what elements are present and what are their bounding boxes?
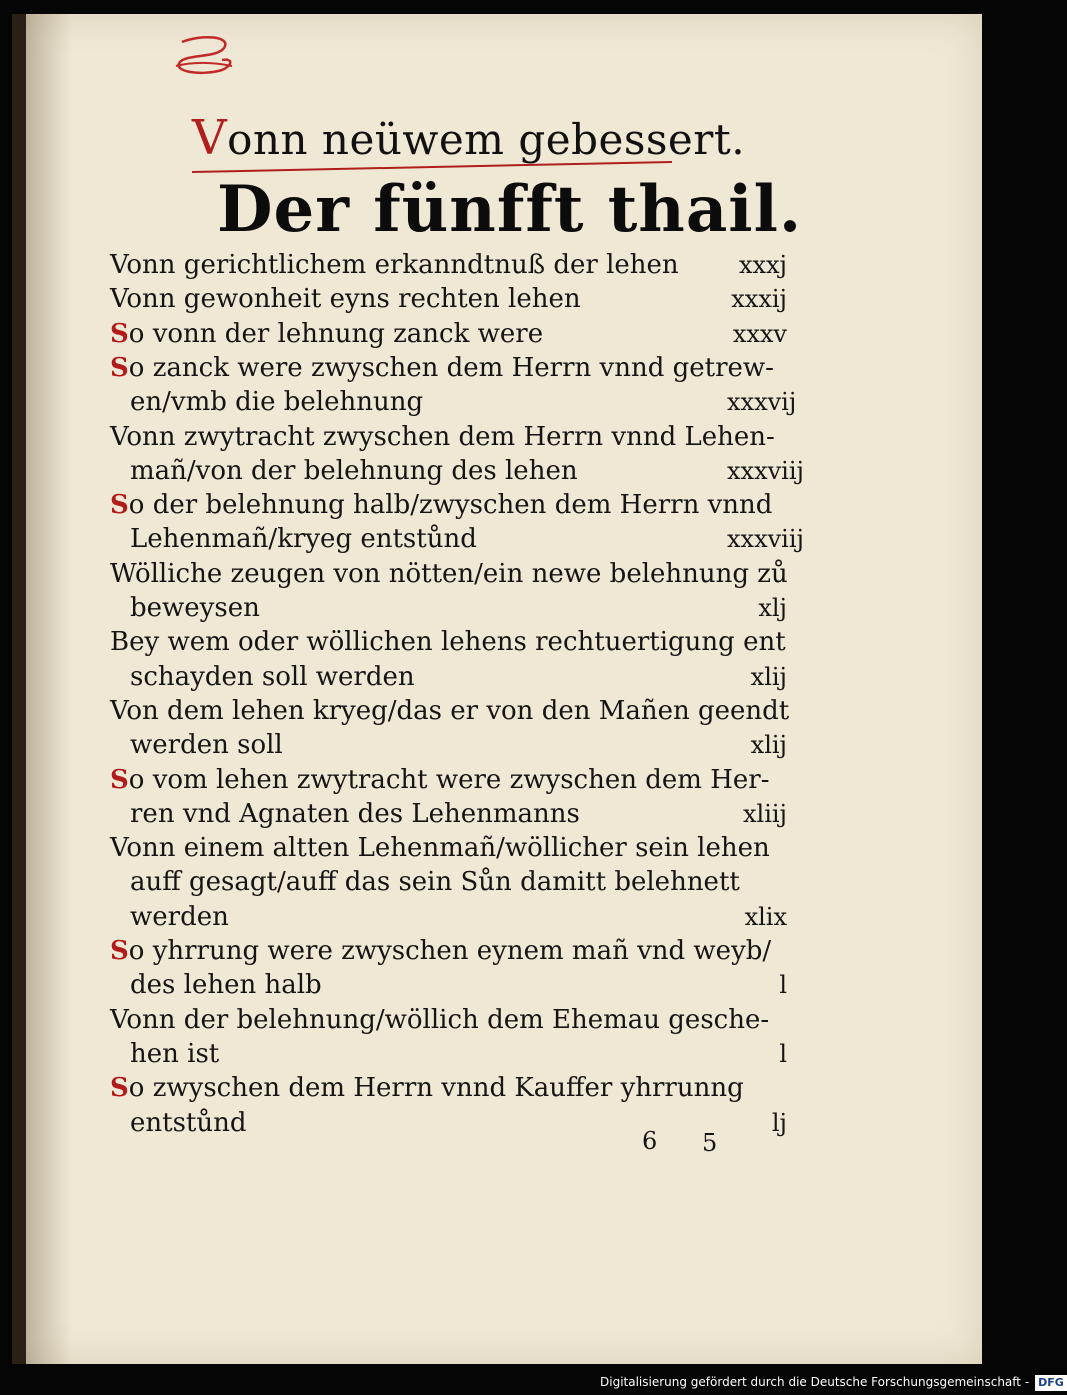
toc-entry-rest: o vonn der lehnung zanck were <box>128 318 544 349</box>
toc-entry-folio: l <box>779 1039 787 1068</box>
toc-entry-folio: l <box>779 971 787 1000</box>
toc-entry-text: auff gesagt/auff das sein Sůn damitt belehnett <box>130 867 740 898</box>
digitization-credit <box>600 1372 1064 1392</box>
toc-entry-text: Von dem lehen kryeg/das er von den Mañen geendt <box>110 695 790 726</box>
toc-entry-folio: xlj <box>758 594 787 622</box>
toc-entry-text: Wölliche zeugen von nötten/ein newe belehnung zů <box>110 558 788 589</box>
toc-entry-folio: xlij <box>750 731 787 760</box>
red-initial: S <box>110 490 129 521</box>
toc-entry-rest: o vom lehen zwytracht were zwyschen dem Her- <box>128 764 770 795</box>
toc-entry-text <box>110 351 774 385</box>
toc-entry-text: ren vnd Agnaten des Lehenmanns <box>130 798 580 829</box>
toc-entry-text <box>110 317 543 351</box>
book-page <box>12 14 982 1364</box>
toc-entry-text: Vonn zwytracht zwyschen dem Herrn vnnd Lehen- <box>110 421 775 452</box>
toc-entry-folio: xxxj <box>738 251 787 279</box>
toc-entry-text: werden soll <box>130 730 283 761</box>
toc-entry-text: beweysen <box>130 593 260 623</box>
toc-entry-text: entstůnd <box>130 1107 247 1138</box>
toc-entry-text: Vonn gerichtlichem erkanndtnuß der lehen <box>110 250 679 280</box>
dfg-logo: DFG <box>1035 1375 1067 1391</box>
toc-entry-folio: lj <box>771 1108 787 1137</box>
red-initial: S <box>110 764 129 795</box>
toc-entry-text: Vonn einem altten Lehenmañ/wöllicher sein lehen <box>110 833 770 864</box>
toc-entry-text: en/vmb die belehnung <box>130 387 424 418</box>
toc-entry-text: Bey wem oder wöllichen lehens rechtuertigung ent <box>110 627 786 658</box>
red-initial: S <box>110 1073 129 1104</box>
signature-mark-right: 5 <box>702 1129 718 1157</box>
toc-entry-rest: o yhrrung were zwyschen eynem mañ vnd weyb/ <box>128 936 772 966</box>
toc-entry-rest: o der belehnung halb/zwyschen dem Herrn vnnd <box>128 490 773 521</box>
signature-mark-left: 6 <box>642 1127 658 1155</box>
toc-entry-folio: xlij <box>750 662 787 691</box>
red-initial: S <box>110 318 129 349</box>
toc-entry-folio: xxxvij <box>727 388 797 417</box>
toc-entry-text: Lehenmañ/kryeg entstůnd <box>130 524 477 555</box>
toc-entry-text <box>110 763 769 797</box>
toc-entry-rest: o zanck were zwyschen dem Herrn vnnd getrew- <box>128 352 774 383</box>
toc-entry-text: des lehen halb <box>130 970 322 1001</box>
page-title: Der fünfft thail. <box>217 172 803 247</box>
red-initial: S <box>110 936 129 966</box>
toc-entry-text: werden <box>130 901 229 932</box>
credit-text: Digitalisierung gefördert durch die Deutsche Forschungsgemeinschaft - <box>600 1375 1030 1389</box>
toc-entry-folio: xliij <box>742 799 787 828</box>
table-of-contents <box>12 14 982 1364</box>
toc-entry-text <box>110 934 771 968</box>
toc-entry-text: hen ist <box>130 1038 220 1069</box>
toc-entry-folio: xxxv <box>732 319 787 348</box>
red-initial: S <box>110 352 129 383</box>
toc-entry-text: schayden soll werden <box>130 661 415 692</box>
toc-entry-text <box>110 488 772 522</box>
toc-entry-folio: xlix <box>744 902 787 931</box>
toc-entry-folio: xxxviij <box>727 525 804 554</box>
toc-entry-text: mañ/von der belehnung des lehen <box>130 455 578 486</box>
toc-entry-folio: xxxviij <box>727 456 804 485</box>
toc-entry-folio: xxxij <box>731 285 787 314</box>
toc-entry-text: Vonn gewonheit eyns rechten lehen <box>110 284 581 315</box>
red-initial: V <box>192 110 228 166</box>
toc-entry-text <box>110 1071 744 1105</box>
toc-entry-text: Vonn der belehnung/wöllich dem Ehemau gesche- <box>110 1004 770 1035</box>
toc-entry-rest: o zwyschen dem Herrn vnnd Kauffer yhrrunng <box>128 1073 744 1104</box>
subtitle-text: onn neüwem gebessert. <box>227 115 746 164</box>
